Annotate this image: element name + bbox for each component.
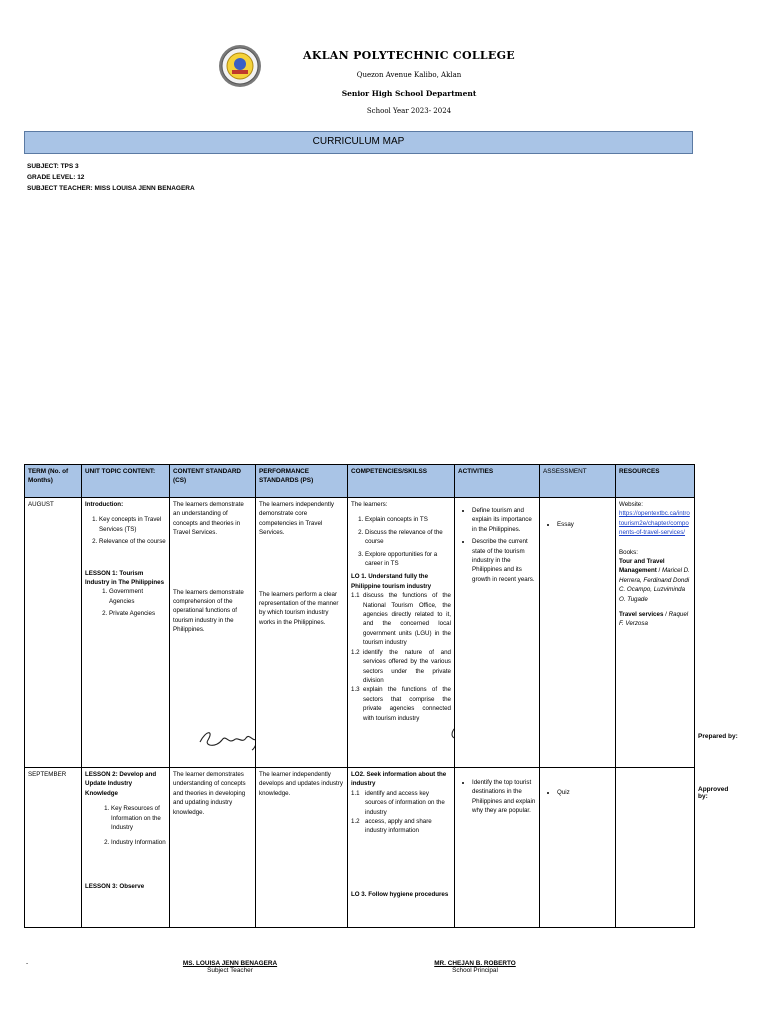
list-item: 2. Private Agencies xyxy=(109,609,166,618)
list-item: • Describe the current state of the tourism industry in the Philippines and its growth in recent years. xyxy=(472,537,536,584)
handwritten-signature xyxy=(196,726,256,752)
bullet-mark: - xyxy=(26,960,29,967)
lo-1-heading: LO 1. Understand fully the Philippine tourism industry xyxy=(351,573,432,590)
paragraph: The learners demonstrate comprehension of the operational functions of tourism industry in the Philippines. xyxy=(173,588,244,634)
header-assessment: ASSESSMENT xyxy=(540,465,616,498)
subject-label: SUBJECT: TPS 3 xyxy=(27,163,79,170)
teacher-name: MS. LOUISA JENN BENAGERA xyxy=(182,960,278,967)
list-item: 1. Key Resources of Information on the Industry xyxy=(111,804,166,832)
document-title: CURRICULUM MAP xyxy=(24,131,693,154)
website-label: Website: xyxy=(619,501,643,508)
list-item: 1.2 access, apply and share industry information xyxy=(351,818,432,835)
list-item: 2. Industry Information xyxy=(111,838,166,847)
lesson-3-heading: LESSON 3: Observe xyxy=(85,882,145,890)
table-row xyxy=(25,498,695,768)
resource-link[interactable]: https://opentextbc.ca/introtourism2e/chapter/components-of-travel-services/ xyxy=(619,510,690,537)
book-entry: Travel services / Raquel F. Verzosa xyxy=(619,611,689,628)
list-item: 1. Explain concepts in TS xyxy=(365,515,451,524)
prepared-by-label: Prepared by: xyxy=(698,733,738,740)
paragraph: The learners independently demonstrate core competencies in Travel Services. xyxy=(259,501,334,537)
principal-role: School Principal xyxy=(452,967,498,974)
lo-3-heading: LO 3. Follow hygiene procedures xyxy=(351,890,449,898)
list-item: • Quiz xyxy=(557,788,612,797)
competencies-cell xyxy=(348,498,455,768)
teacher-signature-block xyxy=(160,960,300,974)
list-item: • Define tourism and explain its importance in the Philippines. xyxy=(472,506,536,534)
college-name: AKLAN POLYTECHNIC COLLEGE xyxy=(303,49,515,62)
competencies-cell xyxy=(348,768,455,928)
list-item: 1. Key concepts in Travel Services (TS) xyxy=(99,515,166,534)
list-item: 1.1 discuss the functions of the National Tourism Office, the agencies directly related to it, and the concerned local government units (LGU) in the tourism industry xyxy=(351,592,451,647)
assessment-cell xyxy=(540,768,616,928)
assessment-cell xyxy=(540,498,616,768)
term-cell: AUGUST xyxy=(25,498,82,768)
header-competencies: COMPETENCIES/SKILSS xyxy=(348,465,455,498)
resources-cell xyxy=(616,768,695,928)
header-term: TERM (No. of Months) xyxy=(25,465,82,498)
topic-cell xyxy=(82,768,170,928)
book-entry: Tour and Travel Management / Maricel D. Herrera, Ferdinand Dondi C. Ocampo, Luzviminda O. Tugade xyxy=(619,558,690,603)
header-unit-topic: UNIT TOPIC CONTENT: xyxy=(82,465,170,498)
activities-cell xyxy=(455,498,540,768)
resources-cell xyxy=(616,498,695,768)
lesson-2-heading: LESSON 2: Develop and Update Industry Knowledge xyxy=(85,771,157,797)
performance-standard-cell xyxy=(256,498,348,768)
header-content-standard: CONTENT STANDARD (CS) xyxy=(170,465,256,498)
paragraph: The learners: xyxy=(351,501,388,508)
grade-level-label: GRADE LEVEL: 12 xyxy=(27,174,85,181)
approved-by-label: Approved by: xyxy=(698,786,729,800)
college-address: Quezon Avenue Kalibo, Aklan xyxy=(356,71,462,79)
content-standard-cell xyxy=(170,498,256,768)
department-name: Senior High School Department xyxy=(341,89,477,98)
paragraph: The learners demonstrate an understanding of concepts and theories in Travel Services. xyxy=(173,501,244,537)
subject-teacher-label: SUBJECT TEACHER: MISS LOUISA JENN BENAGERA xyxy=(27,185,195,192)
principal-signature-block xyxy=(405,960,545,974)
content-standard-cell: The learner demonstrates understanding of concepts and theories in developing and updating industry knowledge. xyxy=(170,768,256,928)
introduction-heading: Introduction: xyxy=(85,501,124,508)
school-year: School Year 2023- 2024 xyxy=(366,107,452,115)
activities-cell xyxy=(455,768,540,928)
lesson-1-heading: LESSON 1: Tourism Industry in The Philippines xyxy=(85,569,165,587)
principal-name: MR. CHEJAN B. ROBERTO xyxy=(434,960,516,967)
performance-standard-cell: The learner independently develops and updates industry knowledge. xyxy=(256,768,348,928)
list-item: 3. Explore opportunities for a career in TS xyxy=(365,550,451,569)
list-item: 2. Relevance of the course xyxy=(99,537,166,546)
lo-2-heading: LO2. Seek information about the industry xyxy=(351,771,447,788)
books-label: Books: xyxy=(619,548,638,556)
list-item: 1.2 identify the nature of and services offered by the various sectors under the private division xyxy=(351,648,451,684)
list-item: • Identify the top tourist destinations in the Philippines and explain why they are popular. xyxy=(472,778,536,816)
topic-cell xyxy=(82,498,170,768)
list-item: 2. Discuss the relevance of the course xyxy=(365,528,451,547)
header-resources: RESOURCES xyxy=(616,465,695,498)
list-item: 1. Government Agencies xyxy=(109,587,166,606)
teacher-role: Subject Teacher xyxy=(207,967,253,974)
table-header-row xyxy=(25,465,695,498)
list-item: 1.1 identify and access key sources of information on the industry xyxy=(351,789,445,816)
handwritten-initials xyxy=(448,722,455,744)
list-item: 1.3 explain the functions of the sectors that comprise the private agencies connected with tourism industry xyxy=(351,686,451,722)
header-activities: ACTIVITIES xyxy=(455,465,540,498)
header-performance-standards: PERFORMANCE STANDARDS (PS) xyxy=(256,465,348,498)
term-cell: SEPTEMBER xyxy=(25,768,82,928)
curriculum-table xyxy=(24,464,695,928)
table-row xyxy=(25,768,695,928)
list-item: • Essay xyxy=(557,520,612,529)
paragraph: The learners perform a clear representation of the manner by which tourism industry works in the Philippines. xyxy=(259,590,339,626)
